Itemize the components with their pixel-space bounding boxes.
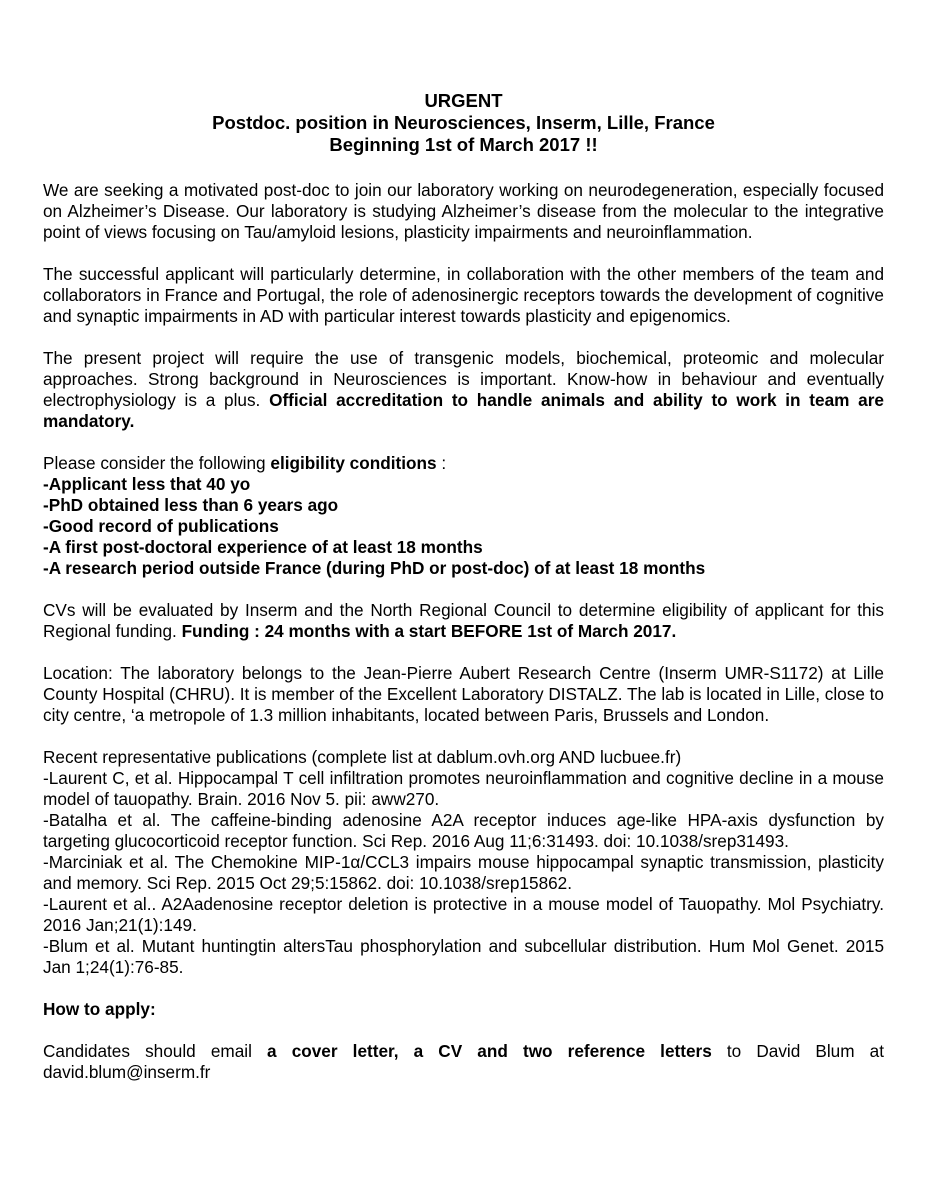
publications-section xyxy=(43,747,884,978)
title-block xyxy=(43,90,884,156)
how-to-apply-paragraph xyxy=(43,1041,884,1083)
evaluation-paragraph xyxy=(43,600,884,642)
evaluation-text: CVs will be evaluated by Inserm and the North Regional Council to determine eligibility of applicant for this Regional funding. xyxy=(43,600,884,641)
project-text: The present project will require the use of transgenic models, biochemical, proteomic and molecular approaches. Strong background in Neurosciences is important. Know-how in behaviour and eventually electrophysiology is a plus. xyxy=(43,348,884,410)
howto-contact: to David Blum at david.blum@inserm.fr xyxy=(43,1041,885,1082)
eligibility-intro-prefix: Please consider the following xyxy=(43,453,271,473)
title-start-date: Beginning 1st of March 2017 !! xyxy=(329,134,598,155)
publication-item: -Laurent C, et al. Hippocampal T cell infiltration promotes neuroinflammation and cognitive decline in a mouse model of tauopathy. Brain. 2016 Nov 5. pii: aww270. xyxy=(43,768,884,809)
eligibility-section xyxy=(43,453,884,579)
location-paragraph: Location: The laboratory belongs to the Jean-Pierre Aubert Research Centre (Inserm UMR-S1172) at Lille County Hospital (CHRU). It is member of the Excellent Laboratory DISTALZ. The lab is located in Lille, close to city centre, ‘a metropole of 1.3 million inhabitants, located between Paris, Brussels and London. xyxy=(43,663,884,725)
eligibility-condition: -Good record of publications xyxy=(43,516,279,536)
eligibility-intro-suffix: : xyxy=(436,453,447,473)
eligibility-condition: -PhD obtained less than 6 years ago xyxy=(43,495,339,515)
project-requirements: Official accreditation to handle animals and ability to work in team are mandatory. xyxy=(43,390,884,431)
howto-documents: a cover letter, a CV and two reference letters xyxy=(267,1041,712,1061)
funding-details: Funding : 24 months with a start BEFORE 1st of March 2017. xyxy=(181,621,677,641)
publication-item: -Marciniak et al. The Chemokine MIP-1α/CCL3 impairs mouse hippocampal synaptic transmission, plasticity and memory. Sci Rep. 2015 Oct 29;5:15862. doi: 10.1038/srep15862. xyxy=(43,852,884,893)
eligibility-intro xyxy=(43,453,884,474)
applicant-paragraph: The successful applicant will particularly determine, in collaboration with the other members of the team and collaborators in France and Portugal, the role of adenosinergic receptors towards the development of cognitive and synaptic impairments in AD with particular interest towards plasticity and epigenomics. xyxy=(43,264,884,326)
project-paragraph xyxy=(43,348,884,432)
publications-intro: Recent representative publications (complete list at dablum.ovh.org AND lucbuee.fr) xyxy=(43,747,682,767)
how-to-apply-heading: How to apply: xyxy=(43,999,156,1019)
publication-item: -Batalha et al. The caffeine-binding adenosine A2A receptor induces age-like HPA-axis dysfunction by targeting glucocorticoid receptor function. Sci Rep. 2016 Aug 11;6:31493. doi: 10.1038/srep31493. xyxy=(43,810,884,851)
eligibility-condition: -A research period outside France (during PhD or post-doc) of at least 18 months xyxy=(43,558,706,578)
title-position: Postdoc. position in Neurosciences, Inserm, Lille, France xyxy=(212,112,715,133)
howto-prefix: Candidates should email xyxy=(43,1041,268,1061)
title-urgent: URGENT xyxy=(424,90,503,111)
eligibility-condition: -A first post-doctoral experience of at least 18 months xyxy=(43,537,483,557)
intro-paragraph: We are seeking a motivated post-doc to join our laboratory working on neurodegeneration, especially focused on Alzheimer’s Disease. Our laboratory is studying Alzheimer’s disease from the molecular to the integrative point of views focusing on Tau/amyloid lesions, plasticity impairments and neuroinflammation. xyxy=(43,180,884,242)
eligibility-intro-bold: eligibility conditions xyxy=(270,453,437,473)
publication-item: -Laurent et al.. A2Aadenosine receptor deletion is protective in a mouse model of Tauopathy. Mol Psychiatry. 2016 Jan;21(1):149. xyxy=(43,894,884,935)
eligibility-condition: -Applicant less that 40 yo xyxy=(43,474,251,494)
publication-item: -Blum et al. Mutant huntingtin altersTau phosphorylation and subcellular distribution. Hum Mol Genet. 2015 Jan 1;24(1):76-85. xyxy=(43,936,884,977)
